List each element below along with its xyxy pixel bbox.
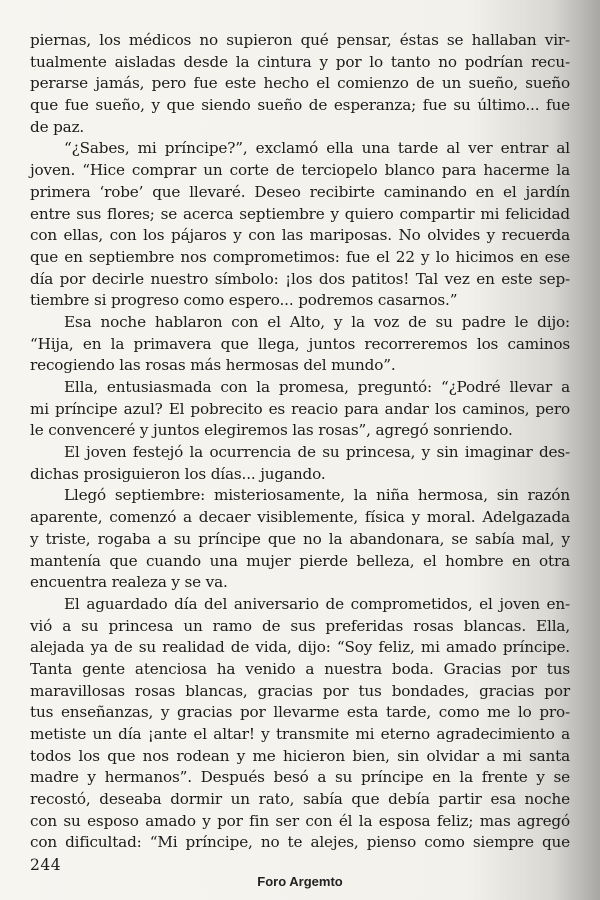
- text-line: maravillosas rosas blancas, gracias por tus bondades, gracias por: [30, 681, 570, 700]
- text-line: con dificultad: “Mi príncipe, no te alejes, pienso como siempre que: [30, 833, 570, 852]
- text-line: Tanta gente atenciosa ha venido a nuestra boda. Gracias por tus: [30, 659, 570, 678]
- text-line: El joven festejó la ocurrencia de su princesa, y sin imaginar des-: [64, 443, 570, 462]
- text-line: Llegó septiembre: misteriosamente, la niña hermosa, sin razón: [64, 486, 570, 505]
- text-line: tualmente aisladas desde la cintura y por lo tanto no podrían recu-: [30, 52, 570, 71]
- text-line: piernas, los médicos no supieron qué pensar, éstas se hallaban vir-: [30, 31, 570, 49]
- text-line: tiembre si progreso como espero... podremos casarnos.”: [30, 291, 458, 310]
- text-line: metiste un día ¡ante el altar! y transmite mi eterno agradecimiento a: [30, 725, 570, 743]
- text-line: perarse jamás, pero fue este hecho el comienzo de un sueño, sueño: [30, 74, 570, 93]
- text-line: mi príncipe azul? El pobrecito es reacio para andar los caminos, pero: [30, 399, 570, 418]
- text-line: con su esposo amado y por fin ser con él la esposa feliz; mas agregó: [30, 811, 570, 830]
- text-line: “¿Sabes, mi príncipe?”, exclamó ella una tarde al ver entrar al: [64, 139, 570, 158]
- text-line: primera ‘robe’ que llevaré. Deseo recibirte caminando en el jardín: [30, 182, 570, 201]
- text-line: Esa noche hablaron con el Alto, y la voz de su padre le dijo:: [64, 312, 570, 331]
- page-number: 244: [30, 856, 62, 874]
- text-line: día por decirle nuestro símbolo: ¡los dos patitos! Tal vez en este sep-: [30, 269, 570, 288]
- text-line: que en septiembre nos comprometimos: fue el 22 y lo hicimos en ese: [30, 247, 570, 266]
- text-line: El aguardado día del aniversario de comprometidos, el joven en-: [64, 594, 570, 613]
- text-line: le convenceré y juntos elegiremos las rosas”, agregó sonriendo.: [30, 421, 513, 440]
- text-line: alejada ya de su realidad de vida, dijo: “Soy feliz, mi amado príncipe.: [30, 638, 570, 657]
- text-line: joven. “Hice comprar un corte de terciopelo blanco para hacerme la: [30, 161, 570, 180]
- body-text: [30, 30, 570, 854]
- text-line: aparente, comenzó a decaer visiblemente, física y moral. Adelgazada: [30, 508, 570, 527]
- text-line: que fue sueño, y que siendo sueño de esperanza; fue su último... fue: [30, 96, 570, 115]
- text-line: y triste, rogaba a su príncipe que no la abandonara, se sabía mal, y: [30, 529, 570, 548]
- text-line: recostó, deseaba dormir un rato, sabía que debía partir esa noche: [30, 790, 570, 809]
- text-line: tus enseñanzas, y gracias por llevarme esta tarde, como me lo pro-: [30, 703, 570, 722]
- watermark-text: Foro Argemto: [257, 874, 343, 889]
- text-line: “Hija, en la primavera que llega, juntos recorreremos los caminos: [30, 334, 570, 353]
- text-line: mantenía que cuando una mujer pierde belleza, el hombre en otra: [30, 551, 570, 570]
- text-line: recogiendo las rosas más hermosas del mundo”.: [30, 356, 396, 375]
- text-line: Ella, entusiasmada con la promesa, preguntó: “¿Podré llevar a: [64, 378, 570, 396]
- text-line: madre y hermanos”. Después besó a su príncipe en la frente y se: [30, 768, 570, 787]
- text-line: dichas prosiguieron los días... jugando.: [30, 464, 326, 483]
- text-line: vió a su princesa un ramo de sus preferidas rosas blancas. Ella,: [30, 616, 570, 635]
- text-line: entre sus flores; se acerca septiembre y quiero compartir mi felicidad: [30, 204, 570, 223]
- text-line: todos los que nos rodean y me hicieron bien, sin olvidar a mi santa: [30, 746, 570, 765]
- text-line: con ellas, con los pájaros y con las mariposas. No olvides y recuerda: [30, 226, 570, 245]
- text-line: encuentra realeza y se va.: [30, 573, 228, 592]
- text-line: de paz.: [30, 117, 85, 136]
